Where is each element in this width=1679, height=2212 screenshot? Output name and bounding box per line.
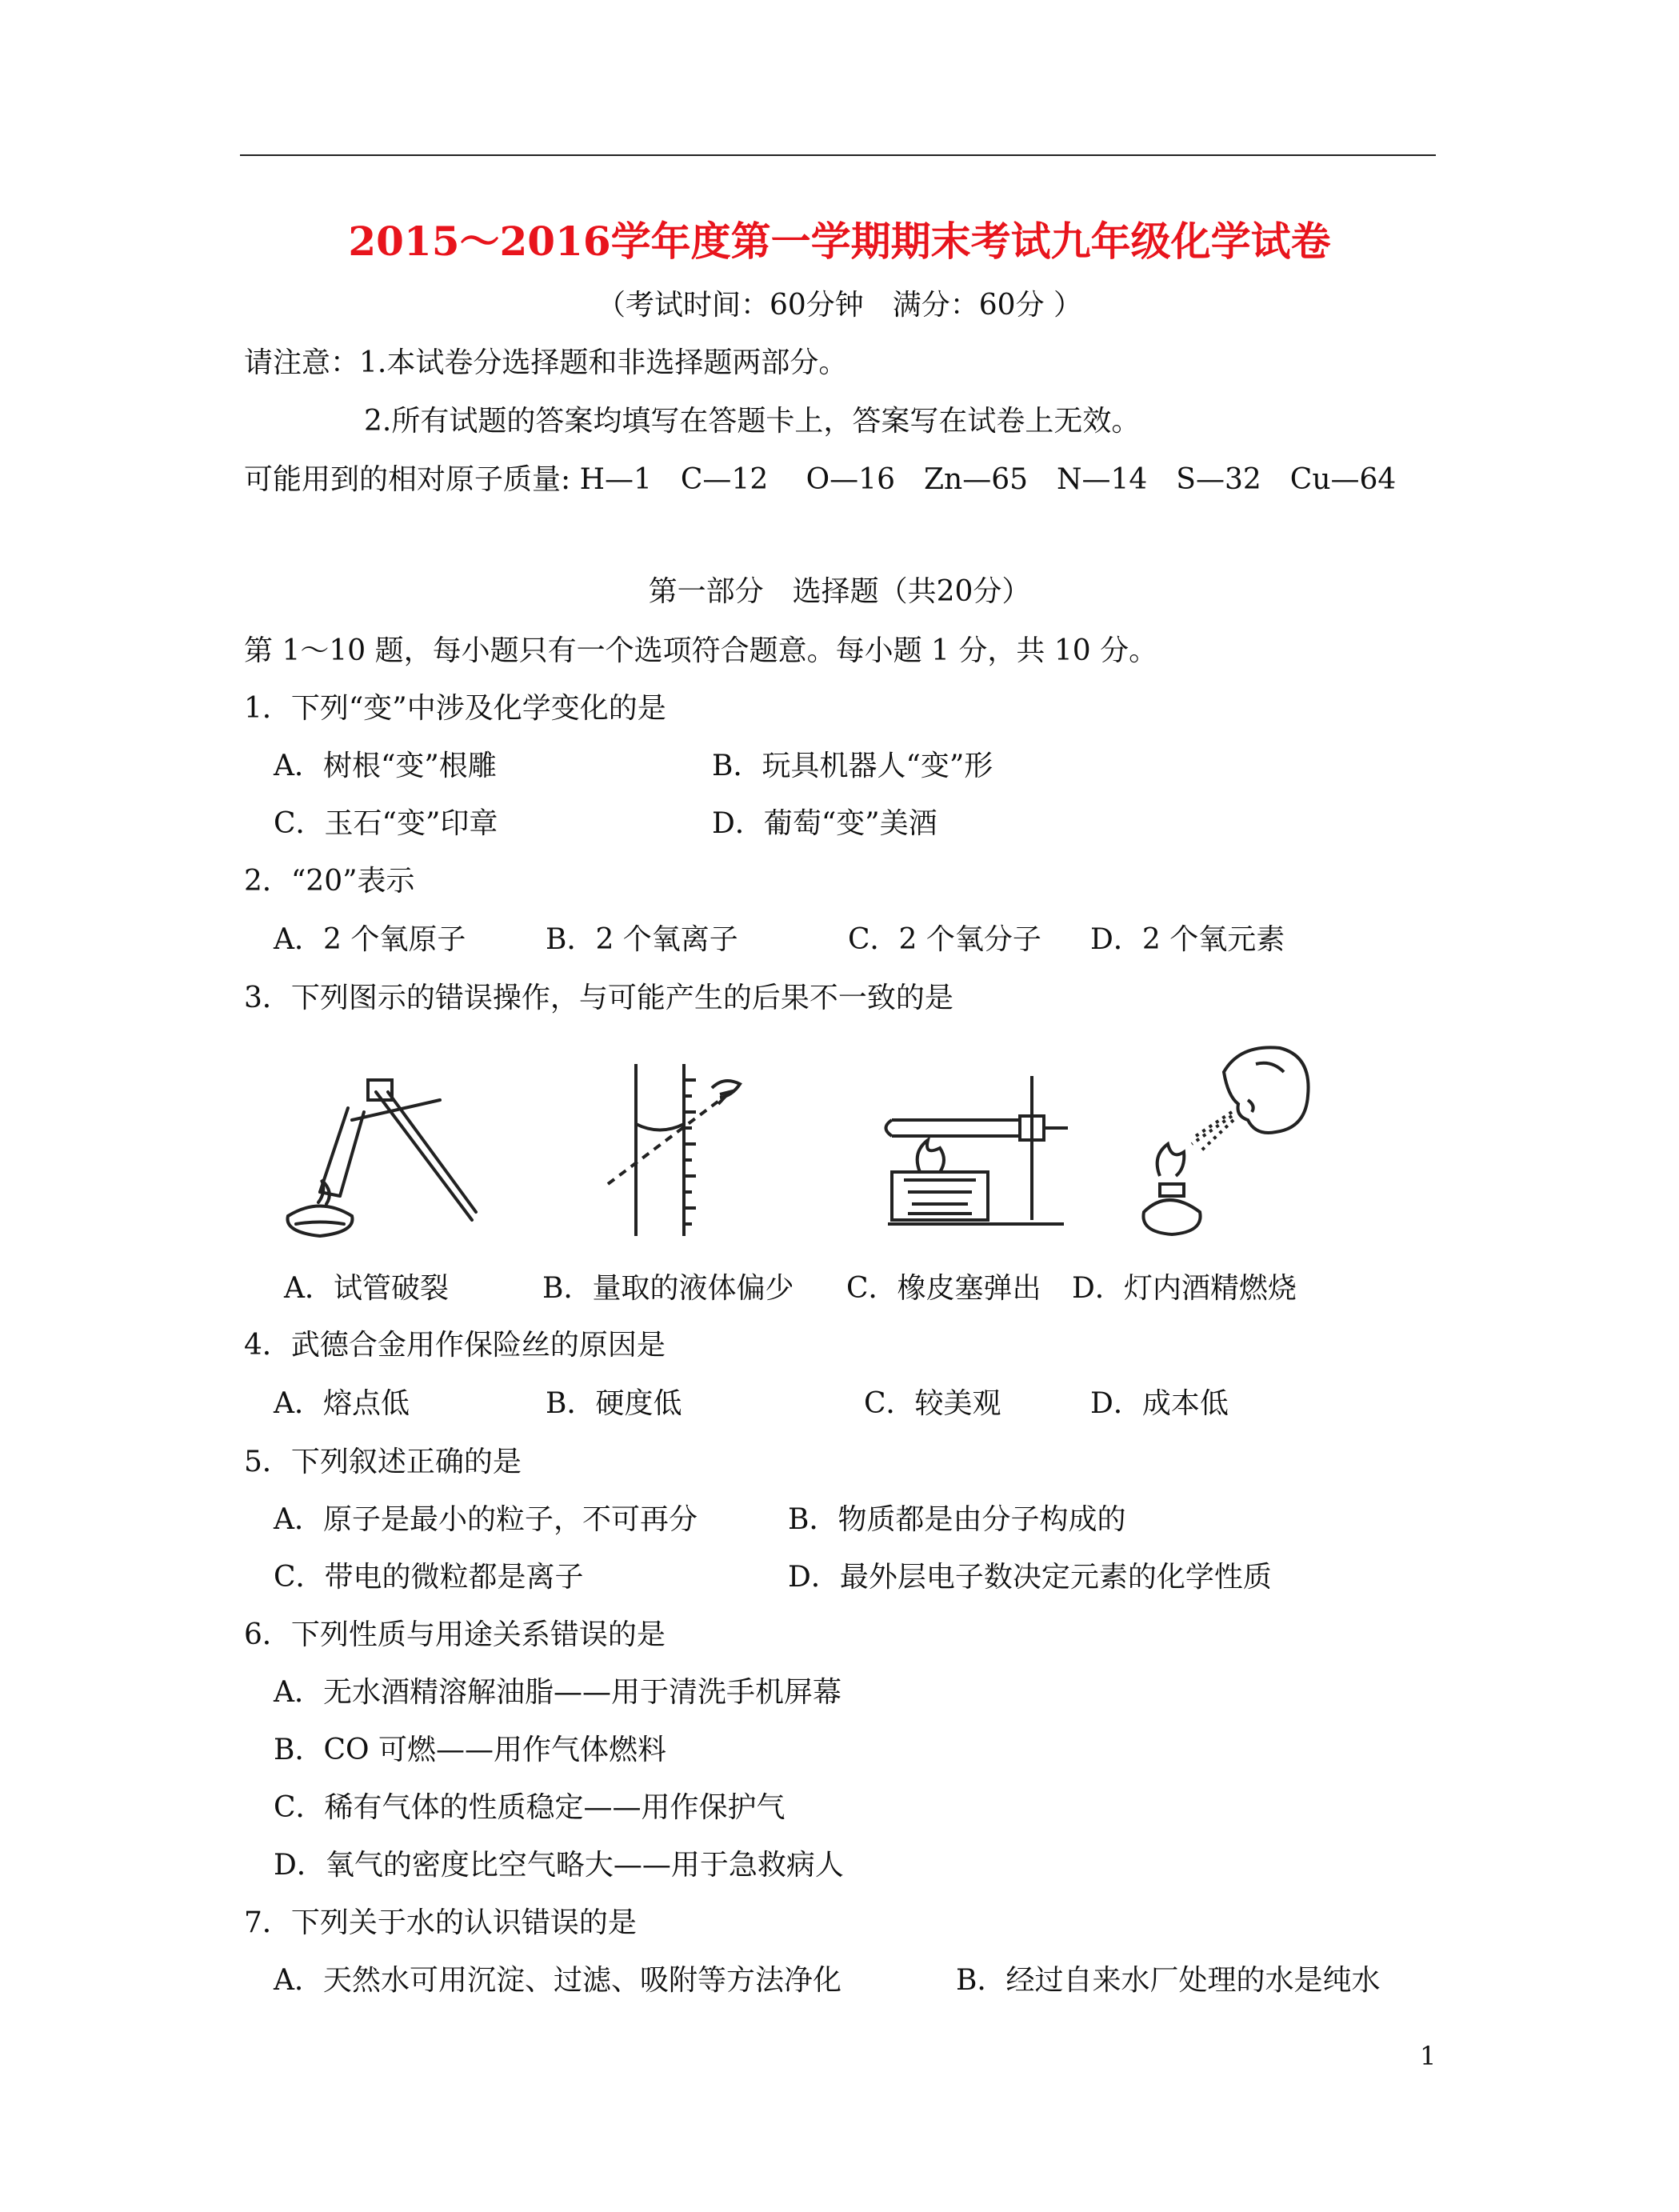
q3-option-c: C．橡皮塞弹出	[846, 1272, 1041, 1305]
atomic-masses: 可能用到的相对原子质量: H—1 C—12 O—16 Zn—65 N—14 S—32 Cu—64	[244, 463, 1397, 496]
figure-c-tube-stand	[880, 1060, 1080, 1244]
q3-option-d: D．灯内酒精燃烧	[1072, 1272, 1297, 1305]
figure-d-blowing-lamp	[1136, 1040, 1320, 1240]
q5-option-a: A．原子是最小的粒子，不可再分	[274, 1503, 698, 1536]
q5-option-c: C．带电的微粒都是离子	[274, 1561, 584, 1594]
q3-option-a: A．试管破裂	[284, 1272, 449, 1305]
q1-option-d: D．葡萄“变”美酒	[712, 807, 937, 840]
section-instruction: 第 1～10 题，每小题只有一个选项符合题意。每小题 1 分，共 10 分。	[244, 634, 1158, 667]
q2-option-c: C．2 个氧分子	[848, 923, 1041, 956]
figure-a-heating-tube	[272, 1060, 480, 1244]
q2-option-b: B．2 个氧离子	[546, 923, 738, 956]
q4-option-c: C．较美观	[864, 1387, 1001, 1420]
header-rule	[240, 154, 1436, 156]
q1-option-b: B．玩具机器人“变”形	[712, 750, 993, 782]
q4-stem: 4．武德合金用作保险丝的原因是	[244, 1329, 666, 1362]
q1-option-a: A．树根“变”根雕	[274, 750, 497, 782]
q1-option-c: C．玉石“变”印章	[274, 807, 498, 840]
exam-subtitle: （考试时间：60分钟 满分：60分 ）	[596, 289, 1083, 322]
q7-stem: 7．下列关于水的认识错误的是	[244, 1906, 637, 1939]
q4-option-a: A．熔点低	[274, 1387, 410, 1420]
q6-option-b: B．CO 可燃——用作气体燃料	[274, 1734, 666, 1766]
q6-option-a: A．无水酒精溶解油脂——用于清洗手机屏幕	[274, 1676, 841, 1709]
exam-title: 2015～2016学年度第一学期期末考试九年级化学试卷	[348, 218, 1331, 265]
page-number: 1	[1420, 2041, 1437, 2071]
q7-option-a: A．天然水可用沉淀、过滤、吸附等方法净化	[274, 1964, 841, 1997]
q2-option-d: D．2 个氧元素	[1090, 923, 1285, 956]
q6-option-c: C．稀有气体的性质稳定——用作保护气	[274, 1791, 786, 1824]
q1-stem: 1．下列“变”中涉及化学变化的是	[244, 692, 666, 725]
q4-option-d: D．成本低	[1090, 1387, 1229, 1420]
q5-option-d: D．最外层电子数决定元素的化学性质	[788, 1561, 1272, 1594]
section-heading: 第一部分 选择题（共20分）	[648, 575, 1031, 608]
q3-stem: 3．下列图示的错误操作，与可能产生的后果不一致的是	[244, 982, 953, 1014]
note-1: 请注意：1.本试卷分选择题和非选择题两部分。	[244, 346, 848, 379]
q6-stem: 6．下列性质与用途关系错误的是	[244, 1618, 666, 1651]
q6-option-d: D．氧气的密度比空气略大——用于急救病人	[274, 1849, 844, 1882]
q2-stem: 2．“20”表示	[244, 865, 415, 898]
figure-b-cylinder-reading	[592, 1056, 752, 1240]
note-2: 2.所有试题的答案均填写在答题卡上，答案写在试卷上无效。	[364, 405, 1141, 438]
q4-option-b: B．硬度低	[546, 1387, 682, 1420]
q7-option-b: B．经过自来水厂处理的水是纯水	[956, 1964, 1381, 1997]
q2-option-a: A．2 个氧原子	[274, 923, 466, 956]
q5-stem: 5．下列叙述正确的是	[244, 1446, 522, 1478]
q5-option-b: B．物质都是由分子构成的	[788, 1503, 1126, 1536]
q3-option-b: B．量取的液体偏少	[542, 1272, 794, 1305]
